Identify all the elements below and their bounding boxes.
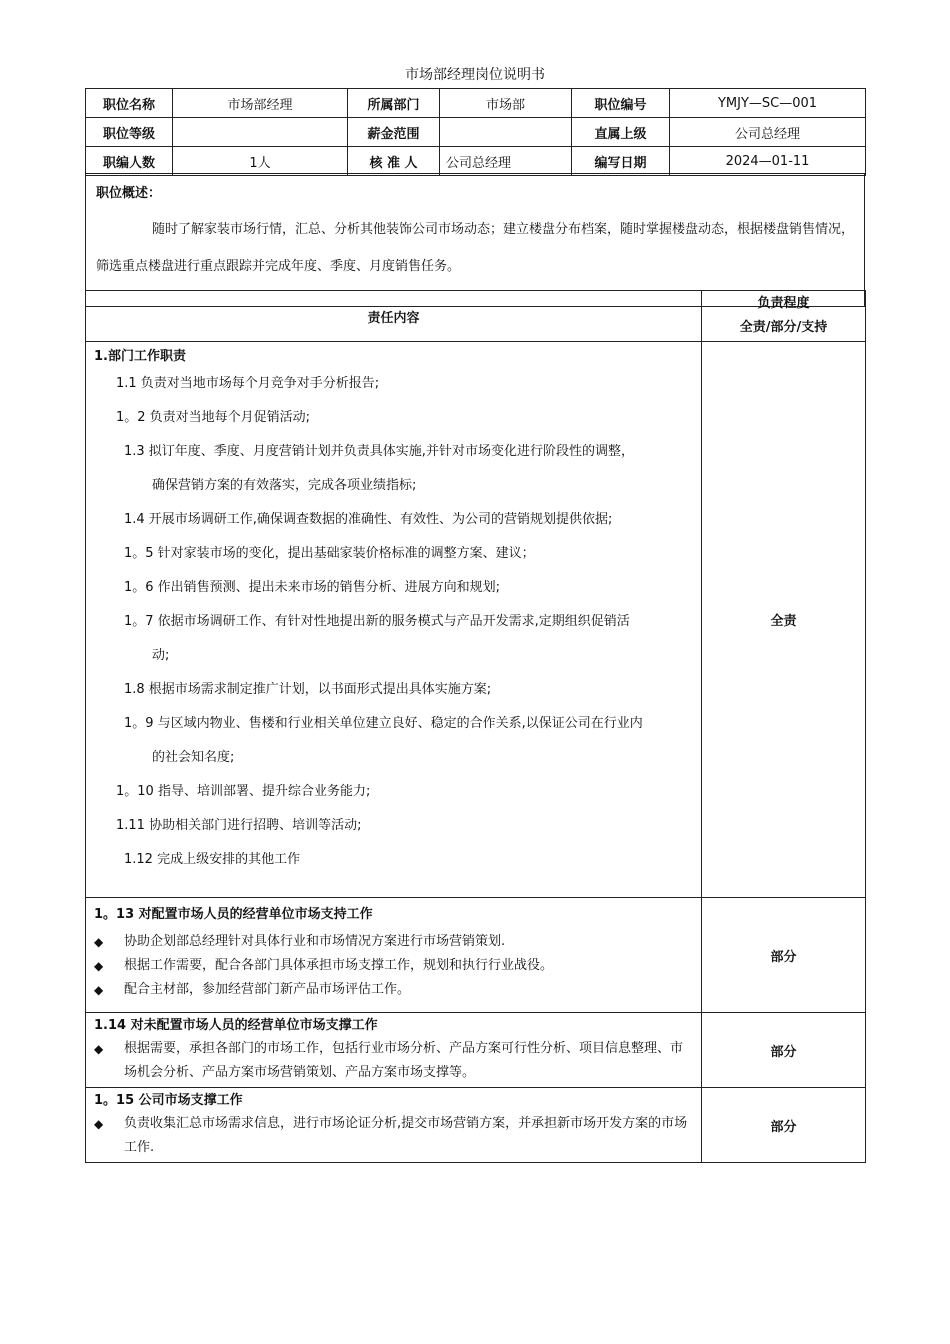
section-row-3 <box>86 1013 866 1088</box>
bullet-item <box>94 1037 693 1085</box>
bullet-item <box>94 1112 693 1160</box>
list-item: 1.8 根据市场需求制定推广计划，以书面形式提出具体实施方案; <box>124 682 492 697</box>
list-item: 1。9 与区域内物业、售楼和行业相关单位建立良好、稳定的合作关系,以保证公司在行业内 <box>124 716 643 731</box>
bullet-item <box>94 978 693 1002</box>
header-level-line1: 负责程度 <box>757 296 810 311</box>
value-headcount: 1人 <box>173 147 348 176</box>
header-level-line2: 全责/部分/支持 <box>739 320 828 335</box>
info-row <box>86 147 866 176</box>
diamond-bullet-icon: ◆ <box>94 935 104 949</box>
summary-table <box>85 173 865 307</box>
label-headcount: 职编人数 <box>86 147 173 176</box>
diamond-bullet-icon: ◆ <box>94 959 104 973</box>
label-position-level: 职位等级 <box>86 118 173 147</box>
value-direct-superior: 公司总经理 <box>670 118 866 147</box>
bullet-item <box>94 954 693 978</box>
label-direct-superior: 直属上级 <box>572 118 670 147</box>
info-row <box>86 89 866 118</box>
section-title: 1.部门工作职责 <box>94 349 186 364</box>
label-approver: 核 准 人 <box>348 147 440 176</box>
bullet-text: 根据工作需要，配合各部门具体承担市场支撑工作，规划和执行行业战役。 <box>124 958 554 973</box>
list-item: 确保营销方案的有效落实，完成各项业绩指标; <box>152 478 417 493</box>
value-salary-range <box>440 118 572 147</box>
section-row-1 <box>86 342 866 898</box>
value-department: 市场部 <box>440 89 572 118</box>
bullet-text: 配合主材部，参加经营部门新产品市场评估工作。 <box>124 982 411 997</box>
section-title: 1。13 对配置市场人员的经营单位市场支持工作 <box>94 907 373 922</box>
label-position-code: 职位编号 <box>572 89 670 118</box>
diamond-bullet-icon: ◆ <box>94 1042 104 1056</box>
section-title: 1。15 公司市场支撑工作 <box>94 1093 243 1108</box>
value-position-code: YMJY—SC—001 <box>670 89 866 118</box>
header-level <box>702 291 866 342</box>
document-title: 市场部经理岗位说明书 <box>405 67 545 83</box>
list-item: 1.11 协助相关部门进行招聘、培训等活动; <box>116 818 362 833</box>
section-row-2 <box>86 898 866 1013</box>
responsibility-level: 全责 <box>702 342 866 898</box>
duties-header-row <box>86 291 866 342</box>
list-item: 的社会知名度; <box>152 750 235 765</box>
list-item: 1.12 完成上级安排的其他工作 <box>124 852 301 867</box>
label-salary-range: 薪金范围 <box>348 118 440 147</box>
duties-table <box>85 290 866 1163</box>
bullet-text: 根据需要，承担各部门的市场工作，包括行业市场分析、产品方案可行性分析、项目信息整理、市场机会分析、产品方案市场营销策划、产品方案市场支撑等。 <box>124 1041 684 1080</box>
bullet-item <box>94 930 693 954</box>
list-item: 1.4 开展市场调研工作,确保调查数据的准确性、有效性、为公司的营销规划提供依据; <box>124 512 613 527</box>
list-item: 动; <box>152 648 170 663</box>
responsibility-level: 部分 <box>702 1013 866 1088</box>
info-row <box>86 118 866 147</box>
list-item: 1。2 负责对当地每个月促销活动; <box>116 410 311 425</box>
label-position-name: 职位名称 <box>86 89 173 118</box>
value-write-date: 2024—01-11 <box>670 147 866 176</box>
summary-label: 职位概述： <box>96 186 162 201</box>
value-approver: 公司总经理 <box>440 147 572 176</box>
value-position-name: 市场部经理 <box>173 89 348 118</box>
position-info-table <box>85 88 866 176</box>
label-department: 所属部门 <box>348 89 440 118</box>
diamond-bullet-icon: ◆ <box>94 1117 104 1131</box>
bullet-text: 协助企划部总经理针对具体行业和市场情况方案进行市场营销策划. <box>124 934 506 949</box>
list-item: 1.1 负责对当地市场每个月竞争对手分析报告; <box>116 376 380 391</box>
responsibility-level: 部分 <box>702 1088 866 1163</box>
list-item: 1。5 针对家装市场的变化，提出基础家装价格标准的调整方案、建议； <box>124 546 535 561</box>
section-title: 1.14 对未配置市场人员的经营单位市场支撑工作 <box>94 1018 378 1033</box>
list-item: 1。7 依据市场调研工作、有针对性地提出新的服务模式与产品开发需求,定期组织促销活 <box>124 614 630 629</box>
bullet-text: 负责收集汇总市场需求信息，进行市场论证分析,提交市场营销方案，并承担新市场开发方案的市场工作. <box>124 1116 688 1155</box>
summary-text: 随时了解家装市场行情，汇总、分析其他装饰公司市场动态；建立楼盘分布档案，随时掌握楼盘动态，根据楼盘销售情况，筛选重点楼盘进行重点跟踪并完成年度、季度、月度销售任务。 <box>96 222 855 274</box>
summary-cell <box>86 174 865 307</box>
list-item: 1。6 作出销售预测、提出未来市场的销售分析、进展方向和规划; <box>124 580 501 595</box>
header-content: 责任内容 <box>86 291 702 342</box>
list-item: 1。10 指导、培训部署、提升综合业务能力; <box>116 784 371 799</box>
label-write-date: 编写日期 <box>572 147 670 176</box>
value-position-level <box>173 118 348 147</box>
responsibility-level: 部分 <box>702 898 866 1013</box>
section-row-4 <box>86 1088 866 1163</box>
list-item: 1.3 拟订年度、季度、月度营销计划并负责具体实施,并针对市场变化进行阶段性的调整， <box>124 444 634 459</box>
diamond-bullet-icon: ◆ <box>94 983 104 997</box>
